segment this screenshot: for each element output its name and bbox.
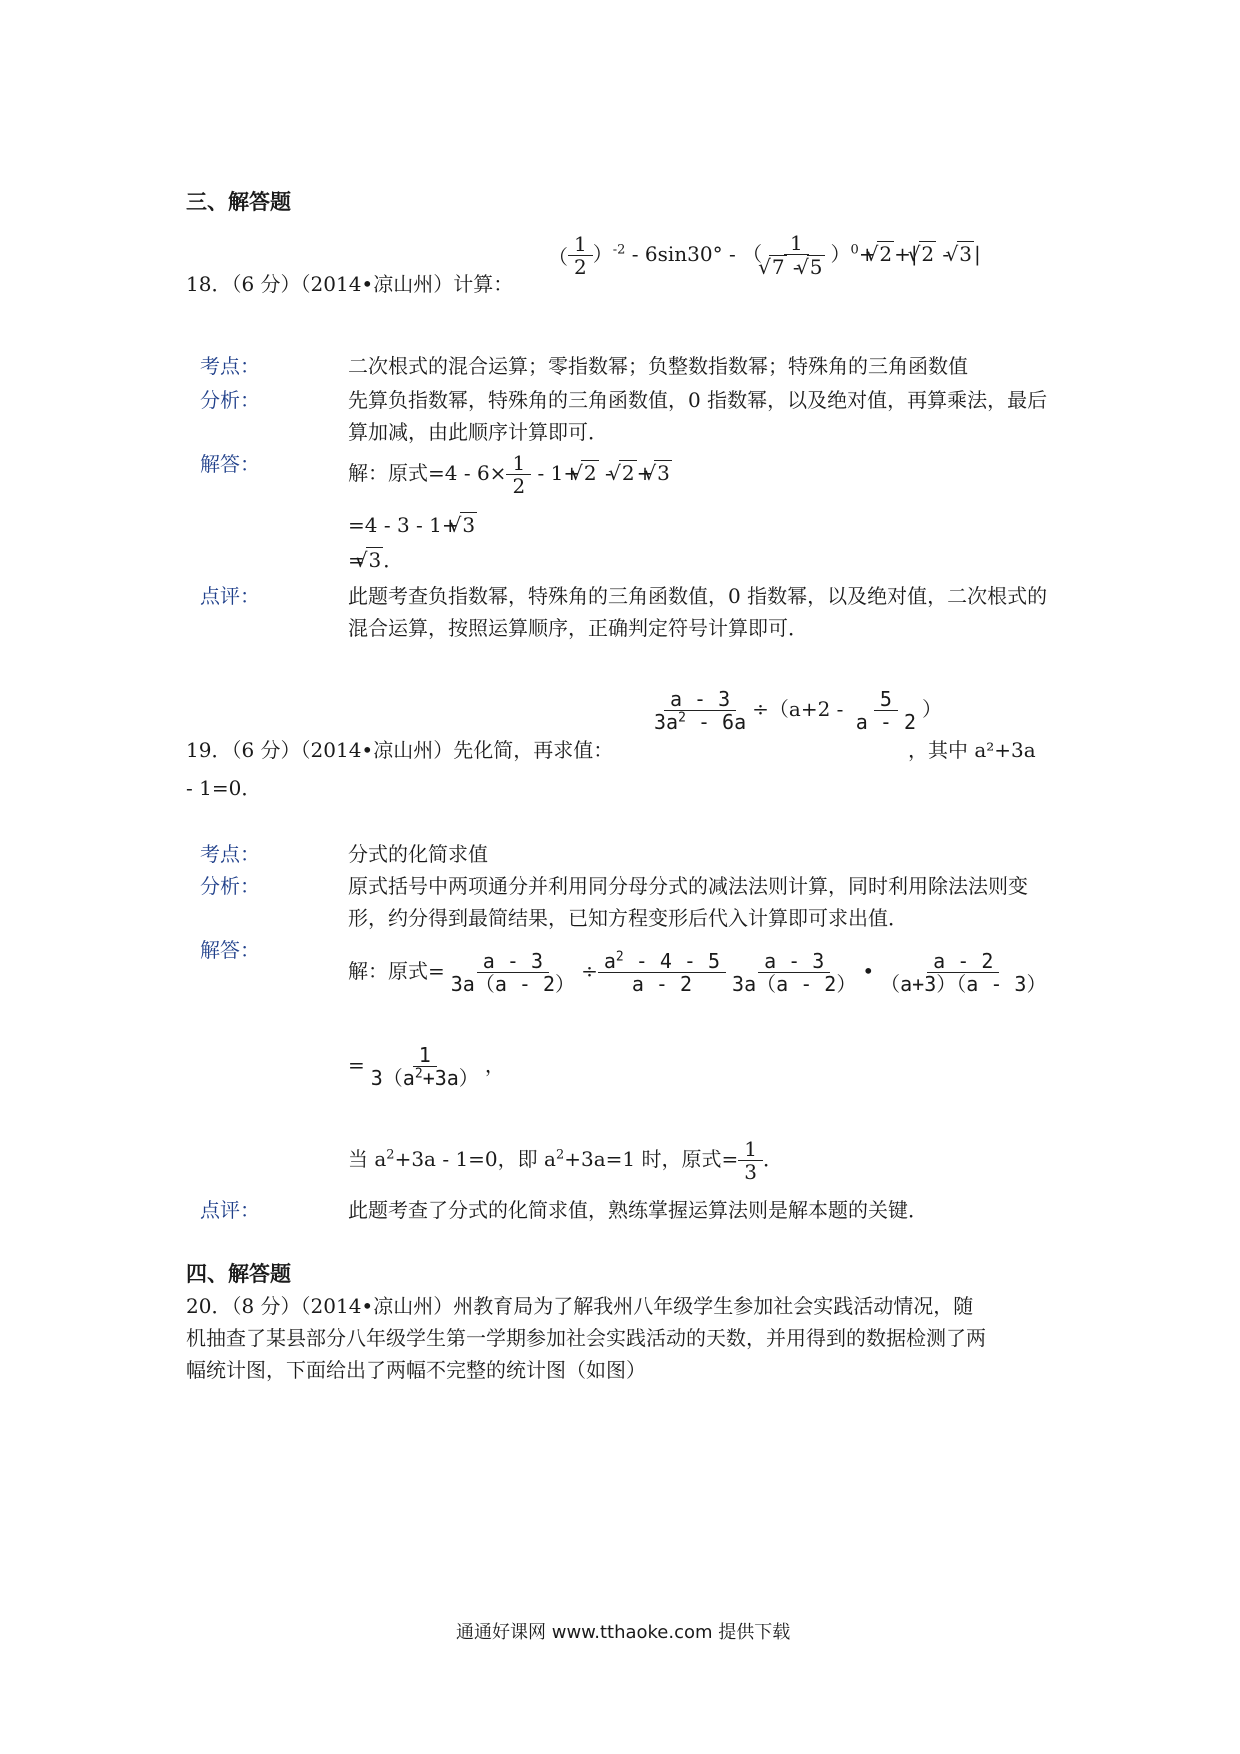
solution-18-line-3: =√ 3 ． — [348, 544, 403, 573]
kaodian-text: 二次根式的混合运算；零指数幂；负整数指数幂；特殊角的三角函数值 — [348, 354, 968, 378]
question-20-line-1: 20．（8 分）（2014•凉山州）州教育局为了解我州八年级学生参加社会实践活动情况，随 — [186, 1294, 974, 1318]
fenxi-line-2: 形，约分得到最简结果，已知方程变形后代入计算即可求出值． — [348, 906, 908, 930]
solution-18-line-1: 解：原式=4 - 6× $\frac{1}{2}$ - 1+√ 2 - √ 2 +√ 3 — [348, 452, 672, 497]
dianping-line-1: 此题考查负指数幂，特殊角的三角函数值，0 指数幂，以及绝对值，二次根式的 — [348, 584, 1048, 608]
jieda-label: 解答： — [200, 452, 260, 476]
fenxi-label: 分析： — [200, 874, 260, 898]
fenxi-label: 分析： — [200, 388, 260, 412]
question-19-line-2: - 1=0． — [186, 776, 262, 800]
solution-19-line-1: 解：原式= $\frac{a - 3}{3a(a - 2)}$ ÷ $\frac{a^2 - 4 - 5}{a - 2}$ $\frac{a - 3}{3a(a - 2)}$ • $\frac{a - 2}{(a+3)(a - 3)}$ — [348, 949, 1047, 996]
footer-source: 通通好课网 www.tthaoke.com 提供下载 — [456, 1622, 791, 1643]
dianping-text: 此题考查了分式的化简求值，熟练掌握运算法则是解本题的关键． — [348, 1198, 928, 1222]
fenxi-line-1: 先算负指数幂，特殊角的三角函数值，0 指数幂，以及绝对值，再算乘法，最后 — [348, 388, 1048, 412]
question-20-line-2: 机抽查了某县部分八年级学生第一学期参加社会实践活动的天数，并用得到的数据检测了两 — [186, 1326, 986, 1350]
question-20-line-3: 幅统计图，下面给出了两幅不完整的统计图（如图） — [186, 1358, 646, 1382]
dianping-label: 点评： — [200, 584, 260, 608]
question-18-prefix: 18．（6 分）（2014•凉山州）计算： — [186, 272, 514, 296]
solution-18-line-2: =4 - 3 - 1+√ 3 — [348, 512, 477, 537]
solution-19-line-2: = $\frac{1}{3(a^2+3a)}$ ， — [348, 1043, 505, 1090]
solution-19-line-3: 当 $a^2+3a - 1=0$，即 $a^2+3a=1$ 时，原式= $\frac{1}{3}$ ． — [348, 1137, 783, 1184]
section-title: 三、解答题 — [186, 190, 291, 214]
question-19-suffix: ，其中 a²+3a — [908, 738, 1036, 762]
kaodian-label: 考点： — [200, 842, 260, 866]
fenxi-line-2: 算加减，由此顺序计算即可． — [348, 420, 608, 444]
kaodian-text: 分式的化简求值 — [348, 842, 488, 866]
question-19-expression: $\frac{a - 3}{3a^2 - 6a}$ ÷（a+2 - $\frac{5}{a - 2}$ ） — [654, 687, 942, 734]
section-title: 四、解答题 — [186, 1262, 291, 1286]
question-18-expression: （ $\frac{1}{2}$ ）$^{-2}$ - 6sin30° - （ 1 √ 7 - √ 5 ）$^0$+√ 2 +|√ 2 - √ 3 | — [548, 232, 981, 278]
question-19-prefix: 19．（6 分）（2014•凉山州）先化简，再求值： — [186, 738, 614, 762]
jieda-label: 解答： — [200, 938, 260, 962]
dianping-line-2: 混合运算，按照运算顺序，正确判定符号计算即可． — [348, 616, 808, 640]
fenxi-line-1: 原式括号中两项通分并利用同分母分式的减法法则计算，同时利用除法法则变 — [348, 874, 1028, 898]
kaodian-label: 考点： — [200, 354, 260, 378]
dianping-label: 点评： — [200, 1198, 260, 1222]
